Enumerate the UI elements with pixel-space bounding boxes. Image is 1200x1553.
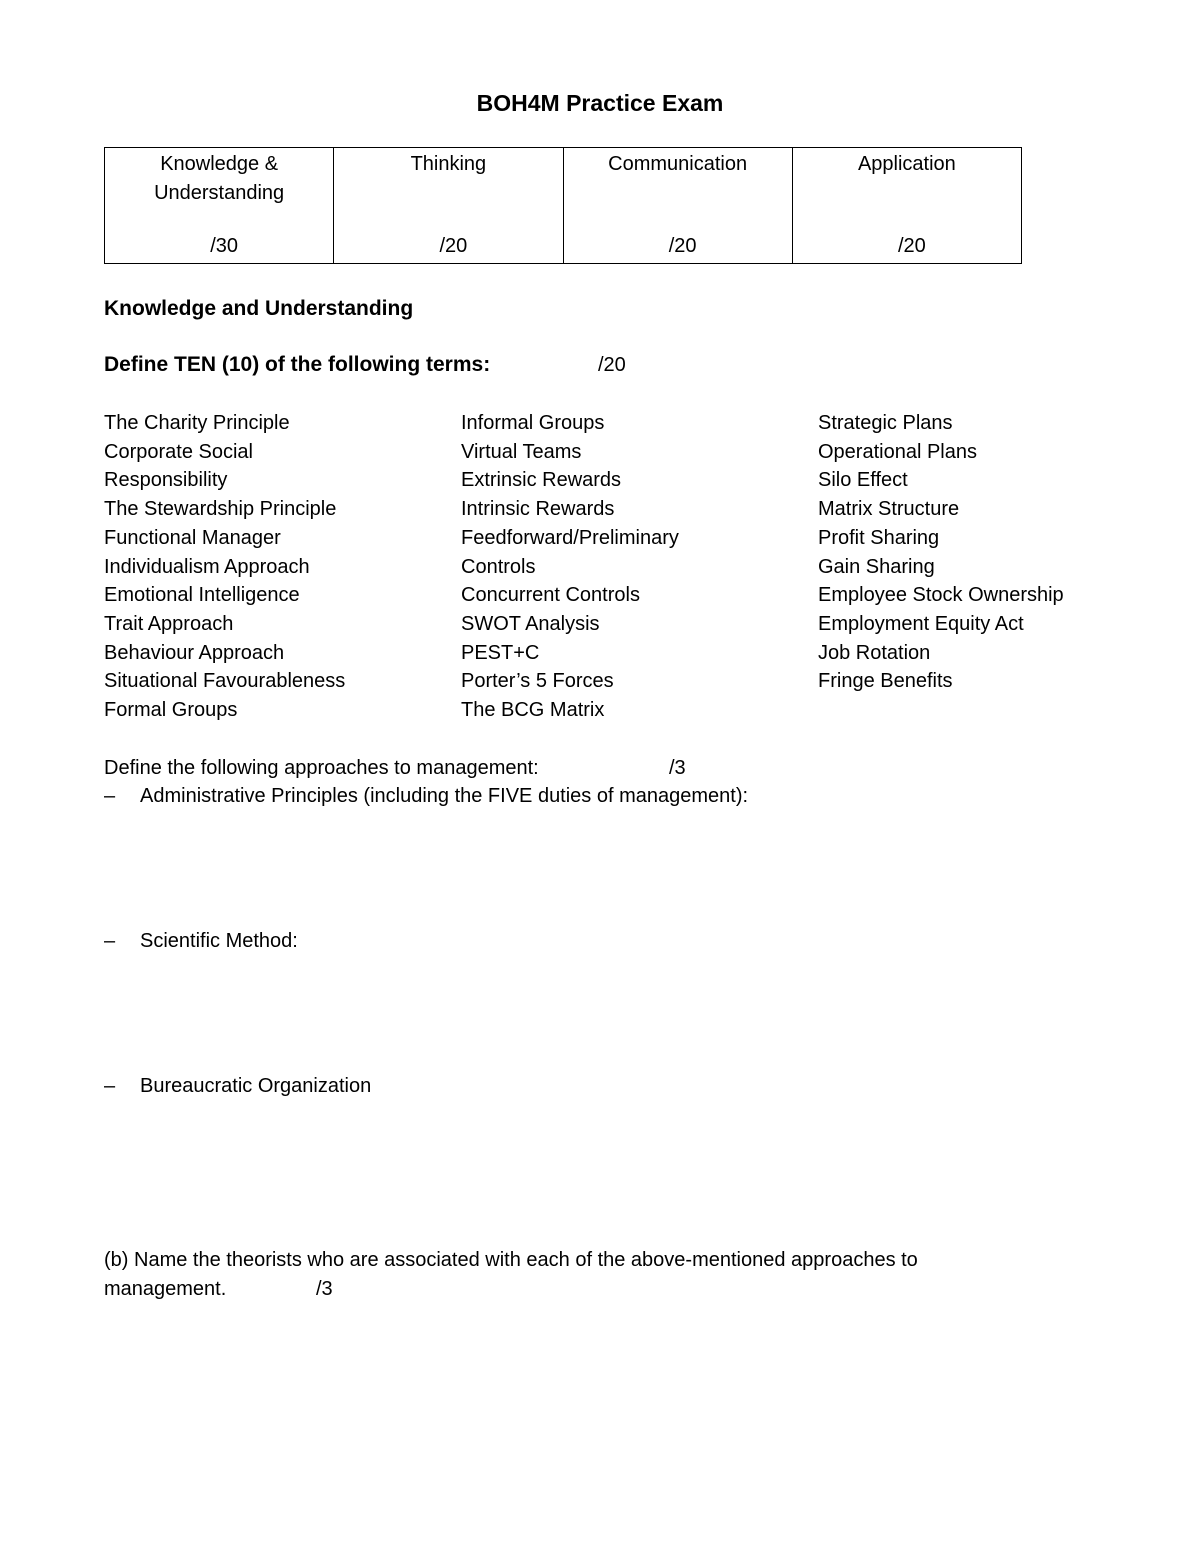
term-item: Gain Sharing: [818, 555, 935, 578]
term-item: Situational Favourableness: [104, 670, 346, 693]
term-item: Behaviour Approach: [104, 641, 285, 664]
term-item: Profit Sharing: [818, 526, 940, 549]
term-item: Individualism Approach: [104, 555, 310, 578]
term-item: Virtual Teams: [461, 440, 582, 463]
score-category: Communication: [608, 153, 748, 175]
page-title: BOH4M Practice Exam: [476, 90, 724, 116]
score-row: [105, 148, 1022, 264]
term-item: Operational Plans: [818, 440, 977, 463]
term-item: Porter’s 5 Forces: [461, 670, 614, 693]
term-item: The BCG Matrix: [461, 699, 605, 722]
terms-column-3: [818, 409, 1064, 696]
term-item: Informal Groups: [461, 412, 605, 434]
score-points: /20: [668, 235, 697, 257]
question-b-marks: /3: [316, 1278, 333, 1300]
term-item: Employee Stock Ownership: [818, 584, 1064, 607]
term-item: SWOT Analysis: [461, 612, 600, 635]
score-cell-communication: [563, 148, 792, 264]
question-b-line-2: management.: [104, 1278, 227, 1300]
term-item: Employment Equity Act: [818, 612, 1024, 635]
term-item: Intrinsic Rewards: [461, 498, 615, 521]
approach-item-bureaucratic: [104, 1072, 371, 1100]
term-item: Matrix Structure: [818, 498, 960, 521]
term-item: Feedforward/Preliminary: [461, 526, 679, 549]
term-item: Formal Groups: [104, 699, 238, 722]
approaches-instruction: Define the following approaches to management:: [104, 757, 539, 779]
term-item: The Charity Principle: [104, 412, 290, 434]
score-points: /20: [897, 235, 926, 257]
approaches-marks: /3: [669, 757, 686, 779]
term-item: The Stewardship Principle: [104, 498, 337, 521]
term-item: Silo Effect: [818, 469, 908, 492]
term-item: Strategic Plans: [818, 412, 953, 434]
terms-column-1: [104, 409, 345, 725]
term-item: Corporate Social: [104, 440, 253, 463]
score-points: /20: [439, 235, 468, 257]
score-category: Thinking: [410, 153, 487, 175]
term-item: Controls: [461, 555, 536, 578]
score-table: [104, 147, 1022, 264]
approach-item-scientific: [104, 927, 298, 955]
term-item: Job Rotation: [818, 641, 931, 664]
define-terms-marks: /20: [598, 354, 626, 376]
term-item: Fringe Benefits: [818, 670, 953, 693]
score-points: /30: [210, 235, 239, 257]
term-item: Responsibility: [104, 469, 228, 492]
approach-label: Scientific Method:: [140, 930, 298, 952]
dash-bullet: –: [104, 1075, 116, 1097]
term-item: Extrinsic Rewards: [461, 469, 622, 492]
define-terms-instruction: Define TEN (10) of the following terms:: [104, 353, 491, 376]
dash-bullet: –: [104, 785, 116, 807]
question-b-line-1: (b) Name the theorists who are associated with each of the above-mentioned approaches to: [104, 1249, 918, 1271]
dash-bullet: –: [104, 930, 116, 952]
score-category: Knowledge & Understanding: [154, 153, 285, 204]
score-cell-application: [792, 148, 1021, 264]
score-category: Application: [857, 153, 956, 175]
term-item: Concurrent Controls: [461, 584, 640, 607]
approach-label: Bureaucratic Organization: [140, 1075, 372, 1097]
term-item: Trait Approach: [104, 612, 234, 635]
term-item: Functional Manager: [104, 526, 281, 549]
approach-label: Administrative Principles (including the FIVE duties of management):: [140, 785, 749, 807]
terms-column-2: [461, 409, 679, 725]
score-cell-thinking: [334, 148, 563, 264]
term-item: Emotional Intelligence: [104, 584, 300, 607]
approach-item-administrative: [104, 782, 748, 810]
section-heading: Knowledge and Understanding: [104, 297, 414, 320]
term-item: PEST+C: [461, 641, 540, 664]
score-cell-knowledge: [105, 148, 334, 264]
